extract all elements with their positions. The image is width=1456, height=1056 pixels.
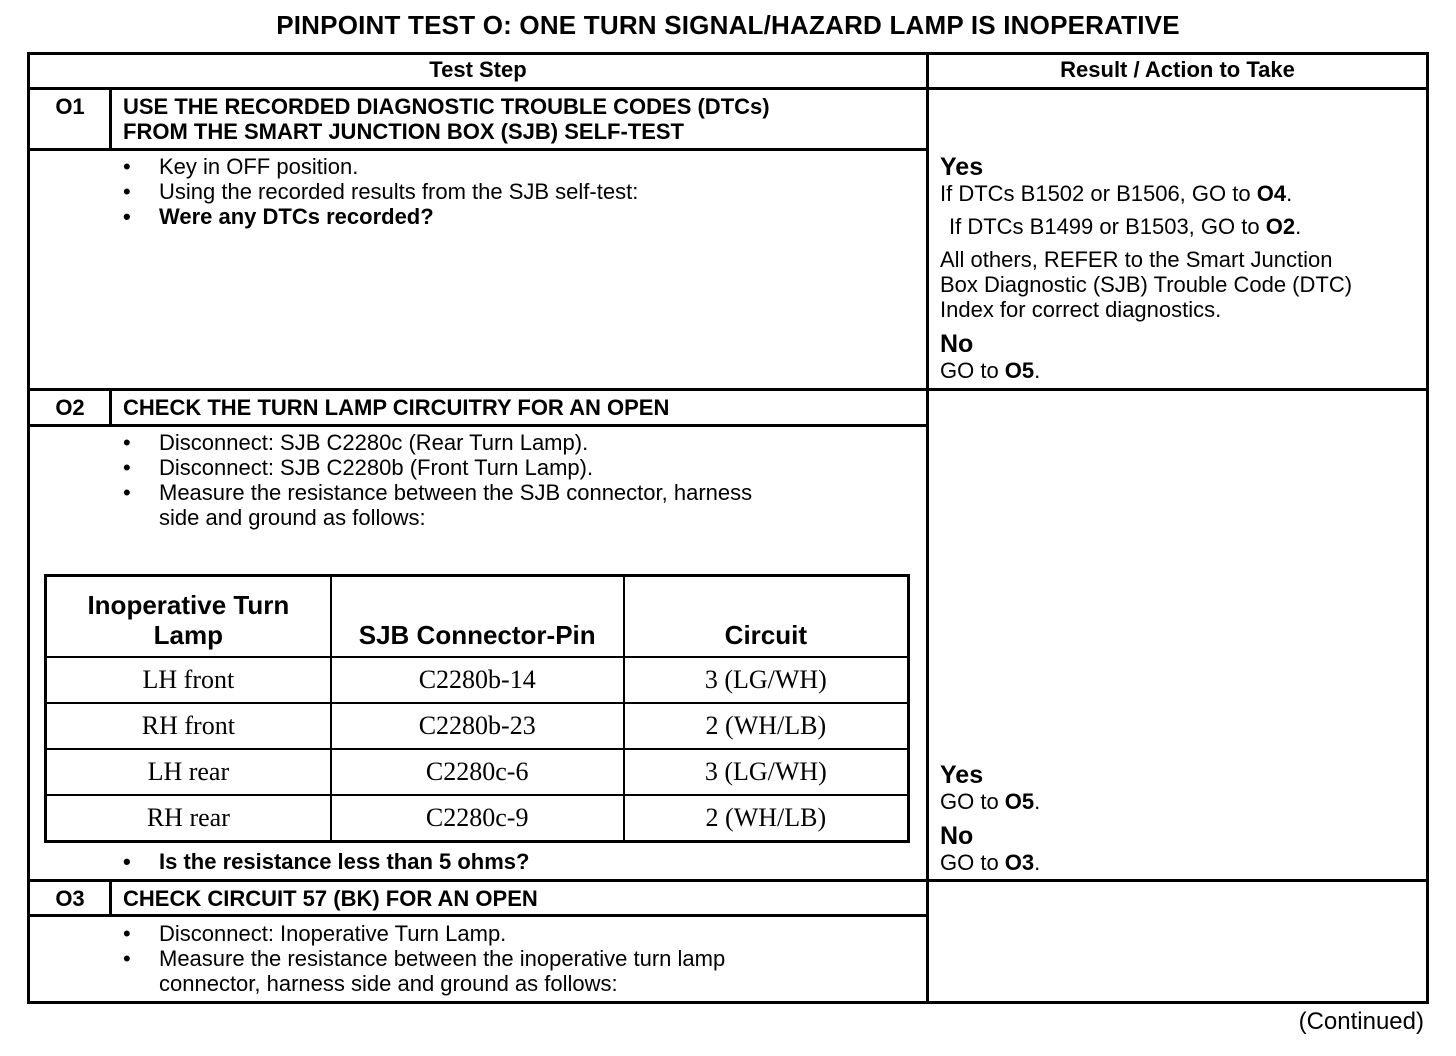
table-cell: C2280b-14 bbox=[331, 657, 624, 703]
bullet-glyph: • bbox=[123, 204, 131, 229]
table-cell: RH rear bbox=[46, 795, 331, 842]
bullet-question: • Is the resistance less than 5 ohms? bbox=[123, 849, 530, 874]
bullet-item: • Measure the resistance between the inoperative turn lamp connector, harness side and ground as follows: bbox=[123, 946, 726, 996]
table-row bbox=[46, 749, 909, 795]
step-divider bbox=[27, 879, 1429, 882]
bullet-glyph: • bbox=[123, 154, 131, 179]
step-id-o3: O3 bbox=[55, 886, 85, 911]
step-title-line: USE THE RECORDED DIAGNOSTIC TROUBLE CODES (DTCs) bbox=[123, 94, 770, 119]
table-cell: LH front bbox=[46, 657, 331, 703]
column-header: Inoperative Turn Lamp bbox=[46, 576, 331, 658]
result-others-line: Index for correct diagnostics. bbox=[940, 297, 1222, 322]
column-header: SJB Connector-Pin bbox=[331, 576, 624, 658]
step-ref: O4 bbox=[1256, 181, 1287, 206]
result-o2 bbox=[940, 761, 1040, 875]
step-divider bbox=[27, 388, 1429, 391]
header-divider bbox=[27, 87, 1429, 90]
result-others bbox=[940, 247, 1352, 322]
result-others-line: Box Diagnostic (SJB) Trouble Code (DTC) bbox=[940, 272, 1353, 297]
bullet-glyph: • bbox=[123, 946, 131, 971]
result-no-line: GO to O5. bbox=[940, 358, 1041, 383]
table-cell: 3 (LG/WH) bbox=[624, 749, 909, 795]
page-title: PINPOINT TEST O: ONE TURN SIGNAL/HAZARD LAMP IS INOPERATIVE bbox=[276, 10, 1180, 40]
bullet-glyph: • bbox=[123, 455, 131, 480]
bullet-item: • Disconnect: Inoperative Turn Lamp. bbox=[123, 921, 507, 946]
step-id-o1: O1 bbox=[55, 94, 85, 119]
step-bullets-o2 bbox=[123, 430, 752, 530]
step-title-line: FROM THE SMART JUNCTION BOX (SJB) SELF-TEST bbox=[123, 119, 684, 144]
bullet-item: • Key in OFF position. bbox=[123, 154, 359, 179]
bullet-glyph: • bbox=[123, 430, 131, 455]
connector-pin-table bbox=[44, 574, 910, 843]
table-cell: LH rear bbox=[46, 749, 331, 795]
result-o1 bbox=[940, 153, 1352, 383]
result-no-label: No bbox=[940, 330, 974, 358]
column-header: Circuit bbox=[624, 576, 909, 658]
table-cell: C2280c-9 bbox=[331, 795, 624, 842]
bullet-item: • Disconnect: SJB C2280b (Front Turn Lamp). bbox=[123, 455, 594, 480]
table-cell: C2280c-6 bbox=[331, 749, 624, 795]
result-yes-label: Yes bbox=[940, 153, 984, 181]
result-yes-line: If DTCs B1502 or B1506, GO to O4. bbox=[940, 181, 1293, 206]
bullet-glyph: • bbox=[123, 849, 131, 874]
bullet-glyph: • bbox=[123, 179, 131, 204]
result-others-line: All others, REFER to the Smart Junction bbox=[940, 247, 1333, 272]
table-row bbox=[46, 795, 909, 842]
table-cell: RH front bbox=[46, 703, 331, 749]
bullet-item: • Measure the resistance between the SJB connector, harness side and ground as follows: bbox=[123, 480, 753, 530]
header-test-step: Test Step bbox=[429, 57, 527, 82]
table-cell: 2 (WH/LB) bbox=[624, 795, 909, 842]
step-title-divider bbox=[27, 148, 928, 151]
step-id-o2: O2 bbox=[55, 395, 85, 420]
table-row bbox=[46, 657, 909, 703]
step-question-o2 bbox=[123, 849, 529, 874]
step-ref: O3 bbox=[1004, 850, 1035, 875]
bullet-question: • Were any DTCs recorded? bbox=[123, 204, 434, 229]
table-row bbox=[46, 703, 909, 749]
bullet-glyph: • bbox=[123, 480, 131, 505]
table-cell: C2280b-23 bbox=[331, 703, 624, 749]
bullet-item: • Disconnect: SJB C2280c (Rear Turn Lamp). bbox=[123, 430, 589, 455]
step-title-divider bbox=[27, 914, 928, 917]
result-yes-label: Yes bbox=[940, 761, 984, 789]
continued-note: (Continued) bbox=[1298, 1008, 1424, 1035]
step-title-o1 bbox=[123, 94, 770, 144]
bullet-item: • Using the recorded results from the SJB self-test: bbox=[123, 179, 639, 204]
table-header-row bbox=[46, 576, 909, 658]
bullet-glyph: • bbox=[123, 921, 131, 946]
step-title-o3: CHECK CIRCUIT 57 (BK) FOR AN OPEN bbox=[123, 886, 538, 911]
step-bullets-o1 bbox=[123, 154, 638, 229]
step-ref: O5 bbox=[1004, 358, 1035, 383]
step-title-o2: CHECK THE TURN LAMP CIRCUITRY FOR AN OPEN bbox=[123, 395, 670, 420]
table-cell: 2 (WH/LB) bbox=[624, 703, 909, 749]
result-yes-line: GO to O5. bbox=[940, 789, 1041, 814]
step-ref: O5 bbox=[1004, 789, 1035, 814]
result-no-label: No bbox=[940, 822, 974, 850]
table-cell: 3 (LG/WH) bbox=[624, 657, 909, 703]
header-result: Result / Action to Take bbox=[1060, 57, 1295, 82]
column-divider bbox=[926, 52, 929, 1004]
result-yes-line: If DTCs B1499 or B1503, GO to O2. bbox=[949, 214, 1302, 239]
step-bullets-o3 bbox=[123, 921, 725, 996]
result-no-line: GO to O3. bbox=[940, 850, 1041, 875]
step-title-divider bbox=[27, 424, 928, 427]
step-ref: O2 bbox=[1265, 214, 1296, 239]
